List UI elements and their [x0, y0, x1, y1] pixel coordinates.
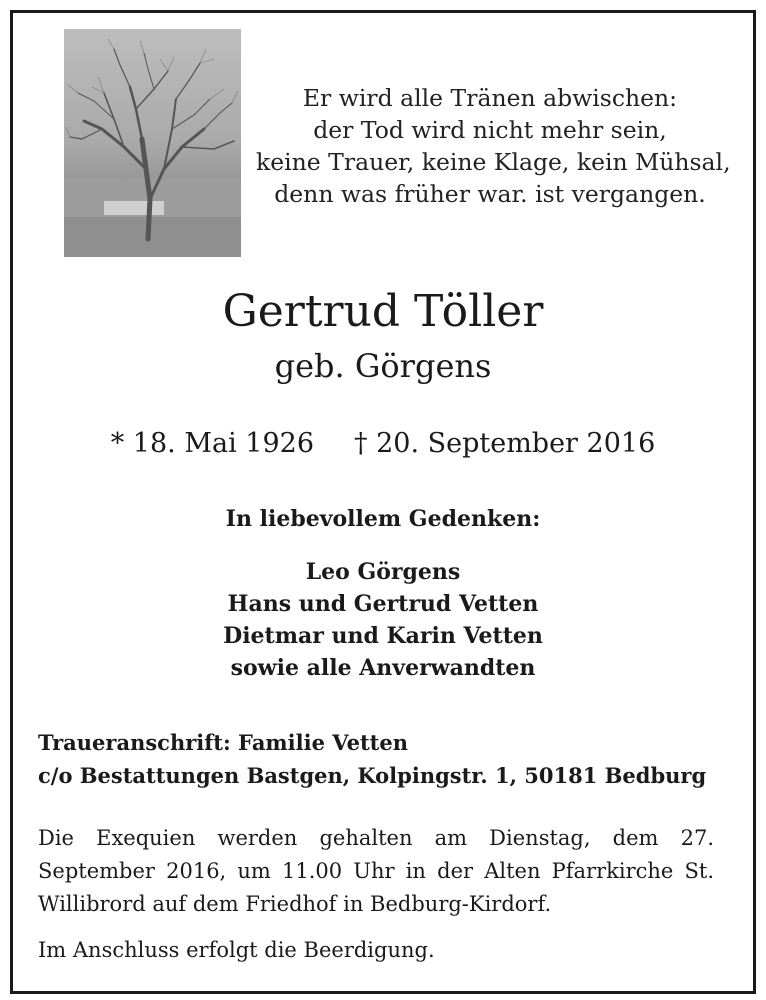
quote-line: keine Trauer, keine Klage, kein Mühsal, [256, 148, 731, 176]
birth-date: * 18. Mai 1926 [110, 428, 314, 459]
quote-line: der Tod wird nicht mehr sein, [313, 116, 667, 144]
address-line: c/o Bestattungen Bastgen, Kolpingstr. 1, 50181 Bedburg [38, 763, 707, 788]
life-dates [0, 426, 766, 462]
death-date: † 20. September 2016 [354, 428, 656, 459]
deceased-name: Gertrud Töller [222, 286, 544, 337]
service-notice: Die Exequien werden gehalten am Dienstag, dem 27. September 2016, um 11.00 Uhr in der Alten Pfarrkirche St. Willibrord auf dem Friedhof in Bedburg-Kirdorf. [38, 826, 714, 916]
quote-line: Er wird alle Tränen abwischen: [302, 84, 678, 112]
tree-photo [64, 29, 241, 257]
bible-quote [256, 82, 731, 210]
mourners-list [0, 556, 766, 684]
mourner-name: Dietmar und Karin Vetten [223, 623, 543, 649]
address-line: Traueranschrift: Familie Vetten [38, 730, 409, 755]
quote-line: denn was früher war. ist vergangen. [274, 180, 706, 208]
burial-notice: Im Anschluss erfolgt die Beerdigung. [38, 938, 435, 962]
mourner-name: Leo Görgens [305, 559, 461, 585]
birth-name: geb. Görgens [274, 347, 492, 385]
mourning-address [38, 726, 738, 792]
memory-heading: In liebevollem Gedenken: [225, 506, 541, 532]
mourner-name: sowie alle Anverwandten [230, 655, 536, 681]
mourner-name: Hans und Gertrud Vetten [227, 591, 539, 617]
